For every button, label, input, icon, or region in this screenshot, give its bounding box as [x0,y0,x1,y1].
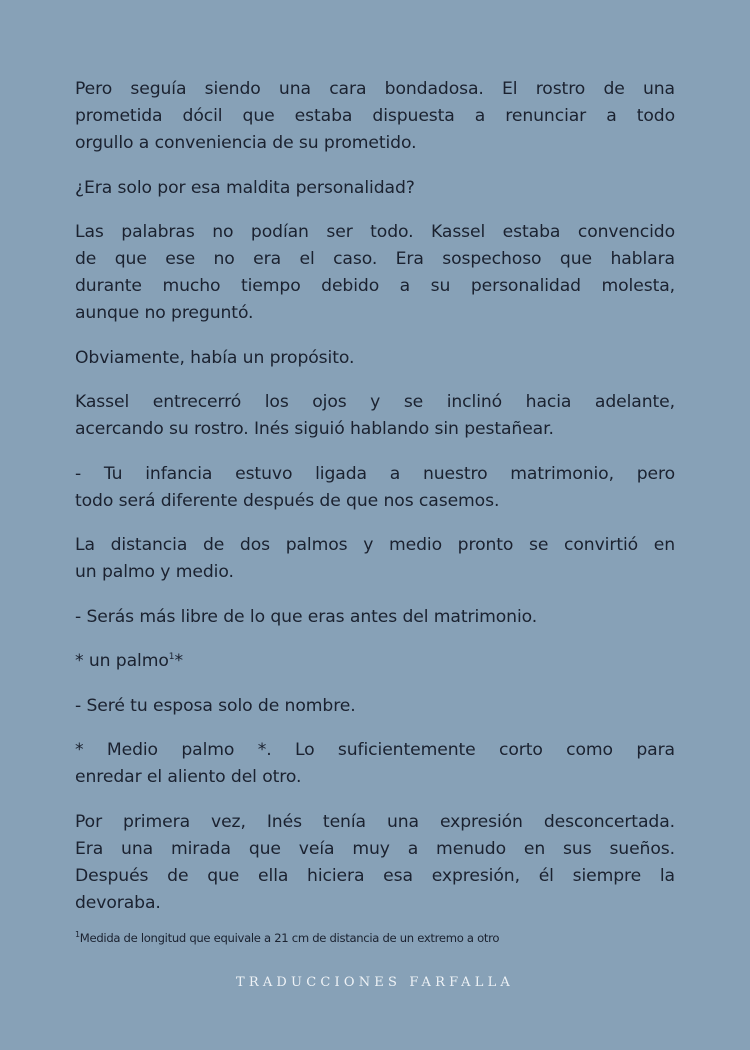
paragraph-line [75,648,675,675]
paragraph-line: de que ese no era el caso. Era sospechoso que hablara [75,249,675,269]
paragraph-line: prometida dócil que estaba dispuesta a renunciar a todo [75,106,675,126]
footnote-reference: 1 [168,652,175,662]
paragraph-line: aunque no preguntó. [75,303,254,323]
paragraph [75,532,675,586]
paragraph-line: un palmo y medio. [75,562,234,582]
paragraph-line: ¿Era solo por esa maldita personalidad? [75,177,415,198]
paragraph-line: orgullo a conveniencia de su prometido. [75,133,417,153]
paragraph [75,345,675,372]
paragraph [75,648,675,675]
paragraph [75,604,675,631]
paragraph-line: Pero seguía siendo una cara bondadosa. El rostro de una [75,79,675,99]
paragraph-line: enredar el aliento del otro. [75,767,302,787]
footer-credit: TRADUCCIONES FARFALLA [235,975,514,990]
paragraph [75,175,675,202]
footnote-text: Medida de longitud que equivale a 21 cm de distancia de un extremo a otro [79,931,500,945]
paragraph-line: Kassel entrecerró los ojos y se inclinó hacia adelante, [75,392,675,412]
paragraph-line: Era una mirada que veía muy a menudo en sus sueños. [75,838,675,859]
paragraph-line: Las palabras no podían ser todo. Kassel estaba convencido [75,222,675,242]
paragraph [75,461,675,515]
paragraph-line: Después de que ella hiciera esa expresión, él siempre la [75,865,675,886]
paragraph [75,737,675,791]
line-text: * [174,651,183,671]
paragraph [75,219,675,327]
paragraph-line: - Seré tu esposa solo de nombre. [75,695,356,716]
paragraph-line: Por primera vez, Inés tenía una expresión desconcertada. [75,811,675,832]
paragraph-line: Obviamente, había un propósito. [75,347,355,368]
paragraph-line: - Tu infancia estuvo ligada a nuestro matrimonio, pero [75,463,675,484]
footnote [75,931,499,945]
paragraph-line: La distancia de dos palmos y medio pronto se convirtió en [75,535,675,555]
document-body [75,76,675,934]
paragraph [75,693,675,720]
paragraph-line: - Serás más libre de lo que eras antes del matrimonio. [75,606,538,627]
paragraph-line: acercando su rostro. Inés siguió hablando sin pestañear. [75,419,554,439]
paragraph-line: * Medio palmo *. Lo suficientemente corto como para [75,740,675,760]
paragraph-line: todo será diferente después de que nos casemos. [75,490,500,511]
paragraph [75,76,675,157]
paragraph [75,389,675,443]
paragraph-line: durante mucho tiempo debido a su personalidad molesta, [75,276,675,296]
footnote-marker: 1 [75,930,80,939]
paragraph [75,809,675,917]
line-text: * un palmo [75,651,169,671]
paragraph-line: devoraba. [75,892,161,913]
